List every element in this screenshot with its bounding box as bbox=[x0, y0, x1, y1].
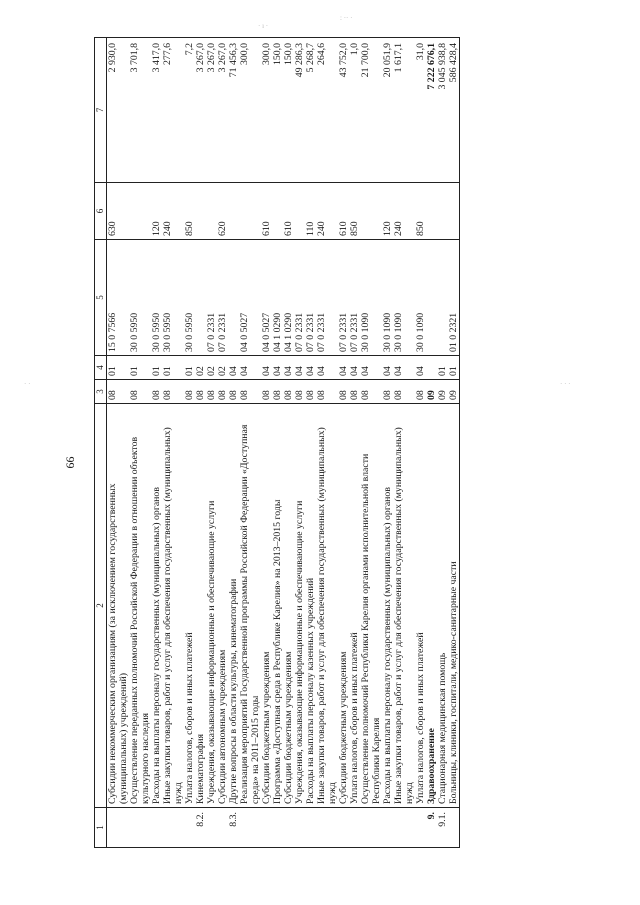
scan-speck: · · bbox=[24, 380, 31, 388]
row-section: 08 bbox=[393, 380, 415, 404]
row-expense-type: 610 bbox=[338, 183, 349, 240]
col-header: 5 bbox=[95, 240, 107, 356]
row-section: 08 bbox=[382, 380, 393, 404]
row-number bbox=[393, 808, 415, 848]
row-section: 08 bbox=[272, 380, 283, 404]
row-number bbox=[129, 808, 151, 848]
row-target-code: 01 0 2321 bbox=[448, 240, 460, 356]
table-row bbox=[195, 38, 206, 848]
row-subsection: 02 bbox=[206, 356, 217, 380]
col-header: 3 bbox=[95, 380, 107, 404]
row-amount: 3 267,0 bbox=[206, 38, 217, 183]
row-section: 08 bbox=[294, 380, 305, 404]
table-row bbox=[294, 38, 305, 848]
row-subsection: 04 bbox=[261, 356, 272, 380]
row-target-code: 07 0 2331 bbox=[316, 240, 338, 356]
page-number: 99 bbox=[63, 456, 78, 469]
row-amount: 3 267,0 bbox=[217, 38, 228, 183]
row-number bbox=[151, 808, 162, 848]
row-target-code: 04 1 0290 bbox=[283, 240, 294, 356]
row-section: 08 bbox=[239, 380, 261, 404]
rotated-table-page bbox=[94, 38, 634, 848]
row-target-code: 07 0 2331 bbox=[349, 240, 360, 356]
row-subsection: 04 bbox=[415, 356, 426, 380]
row-number bbox=[261, 808, 272, 848]
row-expense-type bbox=[239, 183, 261, 240]
row-number bbox=[272, 808, 283, 848]
table-row bbox=[338, 38, 349, 848]
row-section: 08 bbox=[228, 380, 239, 404]
row-number bbox=[107, 808, 130, 848]
table-row bbox=[426, 38, 437, 848]
row-subsection: 04 bbox=[382, 356, 393, 380]
row-expense-type bbox=[437, 183, 448, 240]
row-name: Осуществление полномочий Республики Карелия органами исполнительной власти Республики Карелия bbox=[360, 404, 382, 808]
row-expense-type bbox=[294, 183, 305, 240]
row-name: Реализация мероприятий Государственной программы Российской Федерации «Доступная среда» на 2011–2015 годы bbox=[239, 404, 261, 808]
row-number bbox=[206, 808, 217, 848]
row-target-code: 30 0 1090 bbox=[415, 240, 426, 356]
row-amount: 21 700,0 bbox=[360, 38, 382, 183]
budget-table bbox=[94, 37, 460, 848]
row-amount: 150,0 bbox=[272, 38, 283, 183]
table-row bbox=[206, 38, 217, 848]
row-name: Иные закупки товаров, работ и услуг для обеспечения государственных (муниципальных) нужд bbox=[162, 404, 184, 808]
row-number bbox=[239, 808, 261, 848]
row-amount: 49 286,3 bbox=[294, 38, 305, 183]
row-expense-type bbox=[228, 183, 239, 240]
row-name: Здравоохранение bbox=[426, 404, 437, 808]
row-target-code bbox=[228, 240, 239, 356]
row-target-code: 30 0 1090 bbox=[360, 240, 382, 356]
row-target-code: 07 0 2331 bbox=[206, 240, 217, 356]
table-row bbox=[239, 38, 261, 848]
col-header: 7 bbox=[95, 38, 107, 183]
row-expense-type: 120 bbox=[382, 183, 393, 240]
row-section: 08 bbox=[316, 380, 338, 404]
row-number: 8.3. bbox=[228, 808, 239, 848]
table-row bbox=[228, 38, 239, 848]
row-subsection: 01 bbox=[184, 356, 195, 380]
row-section: 08 bbox=[217, 380, 228, 404]
row-target-code: 15 0 7566 bbox=[107, 240, 130, 356]
row-subsection: 04 bbox=[272, 356, 283, 380]
row-target-code: 07 0 2331 bbox=[305, 240, 316, 356]
row-target-code bbox=[426, 240, 437, 356]
table-row bbox=[107, 38, 130, 848]
row-expense-type bbox=[206, 183, 217, 240]
row-number bbox=[360, 808, 382, 848]
row-number: 9. bbox=[426, 808, 437, 848]
row-section: 08 bbox=[195, 380, 206, 404]
table-row bbox=[349, 38, 360, 848]
row-number bbox=[305, 808, 316, 848]
row-amount: 3 701,8 bbox=[129, 38, 151, 183]
row-number bbox=[349, 808, 360, 848]
col-header: 1 bbox=[95, 808, 107, 848]
col-header: 4 bbox=[95, 356, 107, 380]
row-subsection: 04 bbox=[338, 356, 349, 380]
row-subsection: 02 bbox=[195, 356, 206, 380]
row-number: 8.2. bbox=[195, 808, 206, 848]
table-row bbox=[448, 38, 460, 848]
row-amount: 1,0 bbox=[349, 38, 360, 183]
row-section: 08 bbox=[261, 380, 272, 404]
row-target-code: 30 0 5950 bbox=[162, 240, 184, 356]
row-name: Кинематография bbox=[195, 404, 206, 808]
row-amount: 264,6 bbox=[316, 38, 338, 183]
row-target-code: 30 0 1090 bbox=[393, 240, 415, 356]
row-subsection: 01 bbox=[151, 356, 162, 380]
row-expense-type bbox=[426, 183, 437, 240]
table-row bbox=[151, 38, 162, 848]
row-expense-type: 630 bbox=[107, 183, 130, 240]
row-subsection: 01 bbox=[107, 356, 130, 380]
row-number bbox=[448, 808, 460, 848]
row-name: Субсидии некоммерческим организациям (за исключением государственных (муниципальных) учреждений) bbox=[107, 404, 130, 808]
row-name: Иные закупки товаров, работ и услуг для обеспечения государственных (муниципальных) нужд bbox=[393, 404, 415, 808]
row-amount: 300,0 bbox=[239, 38, 261, 183]
row-number bbox=[316, 808, 338, 848]
table-row bbox=[360, 38, 382, 848]
row-section: 09 bbox=[437, 380, 448, 404]
row-subsection: 04 bbox=[360, 356, 382, 380]
row-amount: 150,0 bbox=[283, 38, 294, 183]
row-section: 08 bbox=[162, 380, 184, 404]
row-subsection: 04 bbox=[349, 356, 360, 380]
row-subsection: 04 bbox=[294, 356, 305, 380]
row-name: Другие вопросы в области культуры, кинематографии bbox=[228, 404, 239, 808]
row-target-code: 07 0 2331 bbox=[217, 240, 228, 356]
row-target-code: 30 0 5950 bbox=[184, 240, 195, 356]
row-amount: 300,0 bbox=[261, 38, 272, 183]
table-row bbox=[382, 38, 393, 848]
row-number bbox=[294, 808, 305, 848]
table-row bbox=[261, 38, 272, 848]
row-subsection: 04 bbox=[283, 356, 294, 380]
row-number bbox=[162, 808, 184, 848]
scan-speck: · · · bbox=[560, 380, 571, 388]
row-target-code: 04 1 0290 bbox=[272, 240, 283, 356]
col-header: 2 bbox=[95, 404, 107, 808]
row-expense-type: 850 bbox=[415, 183, 426, 240]
row-subsection: 02 bbox=[217, 356, 228, 380]
row-target-code: 04 0 5027 bbox=[239, 240, 261, 356]
row-target-code: 07 0 2331 bbox=[338, 240, 349, 356]
row-target-code: 04 0 5027 bbox=[261, 240, 272, 356]
row-expense-type: 240 bbox=[316, 183, 338, 240]
table-row bbox=[437, 38, 448, 848]
row-expense-type bbox=[129, 183, 151, 240]
row-subsection: 04 bbox=[239, 356, 261, 380]
row-section: 08 bbox=[349, 380, 360, 404]
row-amount: 7,2 bbox=[184, 38, 195, 183]
row-expense-type: 610 bbox=[283, 183, 294, 240]
row-subsection: 01 bbox=[162, 356, 184, 380]
row-section: 08 bbox=[360, 380, 382, 404]
row-name: Стационарная медицинская помощь bbox=[437, 404, 448, 808]
row-amount: 71 456,3 bbox=[228, 38, 239, 183]
row-amount: 5 268,7 bbox=[305, 38, 316, 183]
row-name: Программа «Доступная среда в Республике Карелия» на 2013–2015 годы bbox=[272, 404, 283, 808]
row-section: 08 bbox=[415, 380, 426, 404]
row-target-code: 30 0 5950 bbox=[151, 240, 162, 356]
row-name: Уплата налогов, сборов и иных платежей bbox=[415, 404, 426, 808]
row-expense-type: 610 bbox=[261, 183, 272, 240]
row-name: Расходы на выплаты персоналу государственных (муниципальных) органов bbox=[151, 404, 162, 808]
row-expense-type: 120 bbox=[151, 183, 162, 240]
row-number: 9.1. bbox=[437, 808, 448, 848]
scan-speck: · ı · bbox=[258, 22, 269, 30]
row-amount: 7 222 676,1 bbox=[426, 38, 437, 183]
table-row bbox=[272, 38, 283, 848]
row-expense-type: 850 bbox=[349, 183, 360, 240]
row-name: Субсидии бюджетным учреждениям bbox=[261, 404, 272, 808]
row-name: Субсидии автономным учреждениям bbox=[217, 404, 228, 808]
row-subsection: 04 bbox=[305, 356, 316, 380]
table-row bbox=[129, 38, 151, 848]
row-expense-type: 240 bbox=[162, 183, 184, 240]
row-target-code: 30 0 5950 bbox=[129, 240, 151, 356]
row-amount: 3 045 938,8 bbox=[437, 38, 448, 183]
row-section: 08 bbox=[206, 380, 217, 404]
table-body bbox=[107, 38, 460, 848]
row-name: Расходы на выплаты персоналу государственных (муниципальных) органов bbox=[382, 404, 393, 808]
row-number bbox=[217, 808, 228, 848]
col-header: 6 bbox=[95, 183, 107, 240]
row-subsection: 04 bbox=[228, 356, 239, 380]
row-section: 08 bbox=[305, 380, 316, 404]
row-expense-type: 850 bbox=[184, 183, 195, 240]
table-header bbox=[95, 38, 107, 848]
table-row bbox=[217, 38, 228, 848]
row-amount: 20 051,9 bbox=[382, 38, 393, 183]
row-expense-type bbox=[272, 183, 283, 240]
row-subsection: 04 bbox=[316, 356, 338, 380]
row-name: Субсидии бюджетным учреждениям bbox=[338, 404, 349, 808]
row-number bbox=[283, 808, 294, 848]
row-number bbox=[338, 808, 349, 848]
row-name: Учреждения, оказывающие информационные и обеспечивающие услуги bbox=[206, 404, 217, 808]
row-target-code bbox=[437, 240, 448, 356]
row-amount: 3 267,0 bbox=[195, 38, 206, 183]
table-row bbox=[305, 38, 316, 848]
row-amount: 277,6 bbox=[162, 38, 184, 183]
table-row bbox=[162, 38, 184, 848]
row-name: Субсидии бюджетным учреждениям bbox=[283, 404, 294, 808]
row-name: Учреждения, оказывающие информационные и обеспечивающие услуги bbox=[294, 404, 305, 808]
table-row bbox=[393, 38, 415, 848]
row-section: 08 bbox=[151, 380, 162, 404]
row-expense-type bbox=[448, 183, 460, 240]
row-subsection: 01 bbox=[129, 356, 151, 380]
row-amount: 1 617,1 bbox=[393, 38, 415, 183]
row-section: 09 bbox=[426, 380, 437, 404]
row-section: 08 bbox=[129, 380, 151, 404]
row-expense-type: 110 bbox=[305, 183, 316, 240]
row-section: 08 bbox=[184, 380, 195, 404]
table-row bbox=[283, 38, 294, 848]
row-name: Уплата налогов, сборов и иных платежей bbox=[184, 404, 195, 808]
row-expense-type bbox=[195, 183, 206, 240]
row-amount: 31,0 bbox=[415, 38, 426, 183]
row-number bbox=[382, 808, 393, 848]
row-expense-type bbox=[360, 183, 382, 240]
row-section: 08 bbox=[283, 380, 294, 404]
table-row bbox=[316, 38, 338, 848]
row-amount: 2 930,0 bbox=[107, 38, 130, 183]
row-name: Расходы на выплаты персоналу казенных учреждений bbox=[305, 404, 316, 808]
row-section: 08 bbox=[107, 380, 130, 404]
row-target-code: 30 0 1090 bbox=[382, 240, 393, 356]
row-amount: 3 417,0 bbox=[151, 38, 162, 183]
scan-speck: : ·· · bbox=[340, 14, 353, 22]
row-number bbox=[415, 808, 426, 848]
table-row bbox=[415, 38, 426, 848]
row-section: 08 bbox=[338, 380, 349, 404]
row-name: Больницы, клиники, госпитали, медико-санитарные части bbox=[448, 404, 460, 808]
table-row bbox=[184, 38, 195, 848]
row-name: Иные закупки товаров, работ и услуг для обеспечения государственных (муниципальных) нужд bbox=[316, 404, 338, 808]
row-subsection: 01 bbox=[448, 356, 460, 380]
row-name: Уплата налогов, сборов и иных платежей bbox=[349, 404, 360, 808]
row-subsection: 04 bbox=[393, 356, 415, 380]
row-expense-type: 620 bbox=[217, 183, 228, 240]
row-subsection bbox=[426, 356, 437, 380]
row-target-code bbox=[195, 240, 206, 356]
row-section: 09 bbox=[448, 380, 460, 404]
row-amount: 586 428,4 bbox=[448, 38, 460, 183]
row-number bbox=[184, 808, 195, 848]
row-target-code: 07 0 2331 bbox=[294, 240, 305, 356]
row-expense-type: 240 bbox=[393, 183, 415, 240]
row-amount: 43 752,0 bbox=[338, 38, 349, 183]
row-subsection: 01 bbox=[437, 356, 448, 380]
row-name: Осуществление переданных полномочий Российской Федерации в отношении объектов культурного наследия bbox=[129, 404, 151, 808]
